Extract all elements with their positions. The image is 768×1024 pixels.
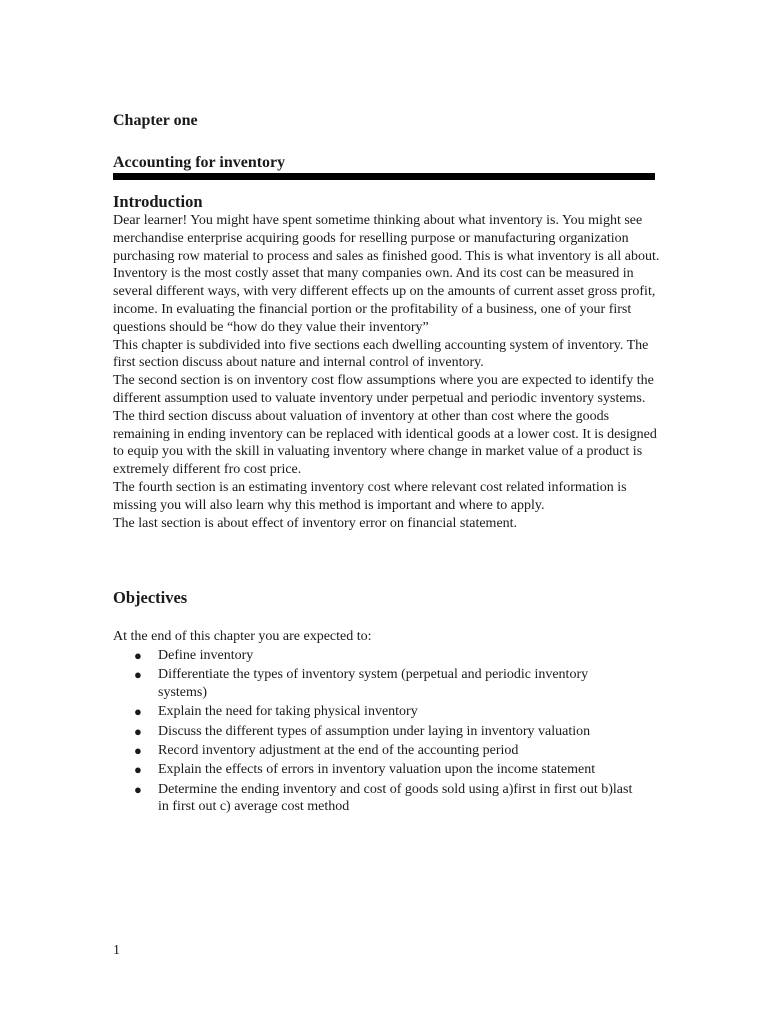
bullet-icon: ● [134,648,142,663]
objective-item [113,781,633,817]
intro-paragraph: The last section is about effect of inventory error on financial statement. [113,515,518,531]
introduction-heading: Introduction [113,192,203,211]
intro-paragraph: The fourth section is an estimating inventory cost where relevant cost related information is missing you will also learn why this method is important and where to apply. [113,479,627,513]
intro-paragraph: The second section is on inventory cost flow assumptions where you are expected to identify the different assumption used to valuate inventory under perpetual and periodic inventory systems. [113,373,654,406]
bullet-icon: ● [134,742,142,758]
objective-text: Explain the need for taking physical inventory [158,704,418,720]
objective-item [113,647,633,665]
intro-paragraph: Dear learner! You might have spent sometime thinking about what inventory is. You might see merchandise enterprise acquiring goods for reselling purpose or manufacturing organization purchasing row material to process and sales as finished good. This is what inventory is all about. [113,213,660,264]
objective-text: Differentiate the types of inventory system (perpetual and periodic inventory systems) [158,667,589,701]
chapter-title: Accounting for inventory [113,154,286,171]
bullet-icon: ● [134,762,142,778]
intro-paragraph: This chapter is subdivided into five sections each dwelling accounting system of inventory. The first section discuss about nature and internal control of inventory. [113,337,649,371]
objectives-list [113,647,633,818]
objective-item [113,723,633,741]
bullet-icon: ● [134,667,142,683]
introduction-body [113,212,661,532]
bullet-icon: ● [134,704,142,720]
bullet-icon: ● [134,723,142,739]
intro-paragraph: The third section discuss about valuation of inventory at other than cost where the goods remaining in ending inventory can be replaced with identical goods at a lower cost. It is designed to equip you with the skill in valuating inventory where change in market value of a product is extremely different fro cost price. [113,408,657,478]
bullet-icon: ● [134,781,142,797]
objective-item [113,761,633,779]
objectives-heading: Objectives [113,588,188,607]
objectives-intro: At the end of this chapter you are expected to: [113,629,372,644]
objective-item [113,703,633,721]
page-number: 1 [113,943,120,958]
objective-text: Record inventory adjustment at the end of the accounting period [158,742,519,758]
objective-text: Determine the ending inventory and cost of goods sold using a)first in first out b)last in first out c) average cost method [158,781,633,815]
title-divider-rule [113,173,655,180]
chapter-label: Chapter one [113,112,198,129]
objective-text: Define inventory [158,648,254,663]
objective-item [113,742,633,760]
objective-text: Explain the effects of errors in inventory valuation upon the income statement [158,762,596,778]
objective-item [113,666,633,702]
intro-paragraph: Inventory is the most costly asset that many companies own. And its cost can be measured in several different ways, with very different effects up on the amounts of current asset gross profit, income. In evaluating the financial portion or the profitability of a business, one of your first questions should be “how do they value their inventory” [113,266,656,335]
objective-text: Discuss the different types of assumption under laying in inventory valuation [158,723,591,739]
